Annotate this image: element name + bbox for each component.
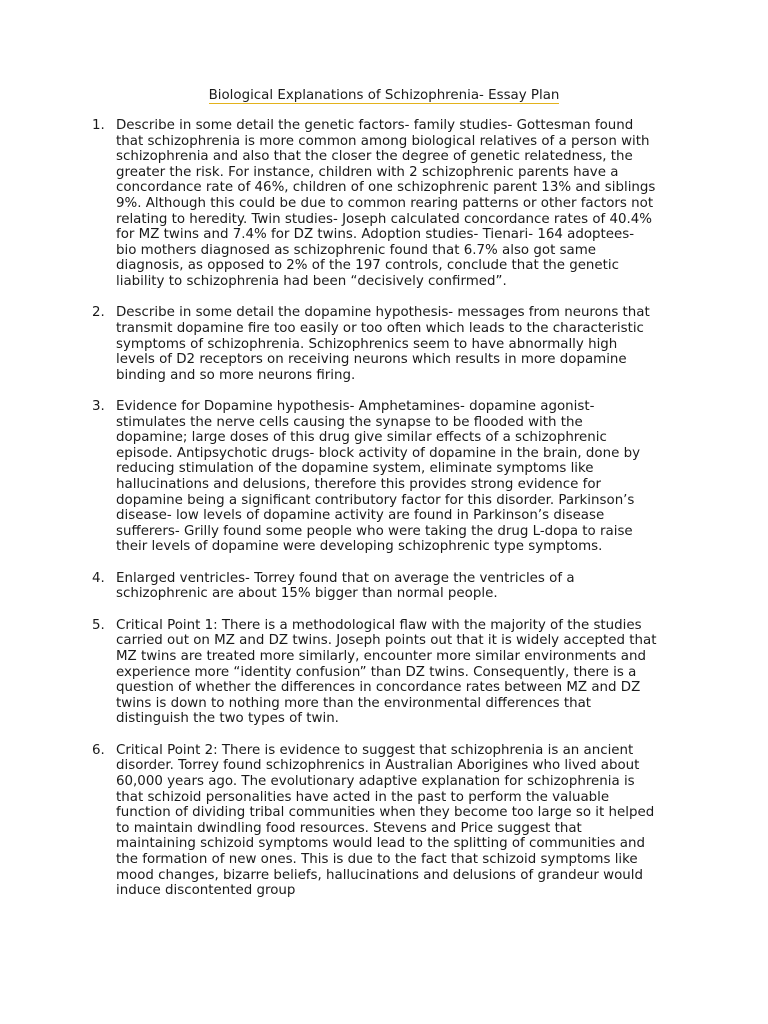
list-item (92, 743, 658, 899)
list-item-text: Describe in some detail the dopamine hypothesis- messages from neurons that transmit dopamine fire too easily or too often which leads to the characteristic symptoms of schizophrenia. Schizophrenics seem to have abnormally high levels of D2 receptors on receiving neurons which results in more dopamine binding and so more neurons firing. (116, 305, 650, 383)
document-title-text: Biological Explanations of Schizophrenia- Essay Plan (208, 88, 560, 103)
list-item-text: Evidence for Dopamine hypothesis- Amphetamines- dopamine agonist- stimulates the nerve cells causing the synapse to be flooded with the dopamine; large doses of this drug give similar effects of a schizophrenic episode. Antipsychotic drugs- block activity of dopamine in the brain, done by reducing stimulation of the dopamine system, eliminate symptoms like hallucinations and delusions, therefore this provides strong evidence for dopamine being a significant contributory factor for this disorder. Parkinson’s disease- low levels of dopamine activity are found in Parkinson’s disease sufferers- Grilly found some people who were taking the drug L-dopa to raise their levels of dopamine were developing schizophrenic type symptoms. (116, 399, 641, 555)
list-item-number: 3. (92, 399, 105, 415)
list-item-number: 1. (92, 118, 105, 133)
list-item-number: 2. (92, 305, 105, 321)
list-item (92, 305, 658, 383)
list-item (92, 571, 658, 602)
list-item-number: 4. (92, 570, 105, 586)
document-title (0, 87, 768, 105)
list-item-text: Critical Point 1: There is a methodological flaw with the majority of the studies carried out on MZ and DZ twins. Joseph points out that it is widely accepted that MZ twins are treated more similarly, encounter more similar environments and experience more “identity confusion” than DZ twins. Consequently, there is a question of whether the differences in concordance rates between MZ and DZ twins is down to nothing more than the environmental differences that distinguish the two types of twin. (116, 617, 657, 727)
list-item-number: 5. (92, 617, 105, 633)
list-item (92, 618, 658, 727)
list-item-text: Critical Point 2: There is evidence to suggest that schizophrenia is an ancient disorder. Torrey found schizophrenics in Australian Aborigines who lived about 60,000 years ago. The evolutionary adaptive explanation for schizophrenia is that schizoid personalities have acted in the past to perform the valuable function of dividing tribal communities when they become too large so it helped to maintain dwindling food resources. Stevens and Price suggest that maintaining schizoid symptoms would lead to the splitting of communities and the formation of new ones. This is due to the fact that schizoid symptoms like mood changes, bizarre beliefs, hallucinations and delusions of grandeur would induce discontented group (116, 742, 655, 899)
list-item (92, 399, 658, 555)
list-item-number: 6. (92, 742, 105, 758)
essay-plan-list (92, 118, 658, 915)
list-item-text: Describe in some detail the genetic factors- family studies- Gottesman found that schizophrenia is more common among biological relatives of a person with schizophrenia and also that the closer the degree of genetic relatedness, the greater the risk. For instance, children with 2 schizophrenic parents have a concordance rate of 46%, children of one schizophrenic parent 13% and siblings 9%. Although this could be due to common rearing patterns or other factors not relating to heredity. Twin studies- Joseph calculated concordance rates of 40.4% for MZ twins and 7.4% for DZ twins. Adoption studies- Tienari- 164 adoptees- bio mothers diagnosed as schizophrenic found that 6.7% also got same diagnosis, as opposed to 2% of the 197 controls, conclude that the genetic liability to schizophrenia had been “decisively confirmed”. (116, 118, 656, 289)
list-item (92, 118, 658, 290)
list-item-text: Enlarged ventricles- Torrey found that on average the ventricles of a schizophrenic are about 15% bigger than normal people. (116, 570, 575, 602)
